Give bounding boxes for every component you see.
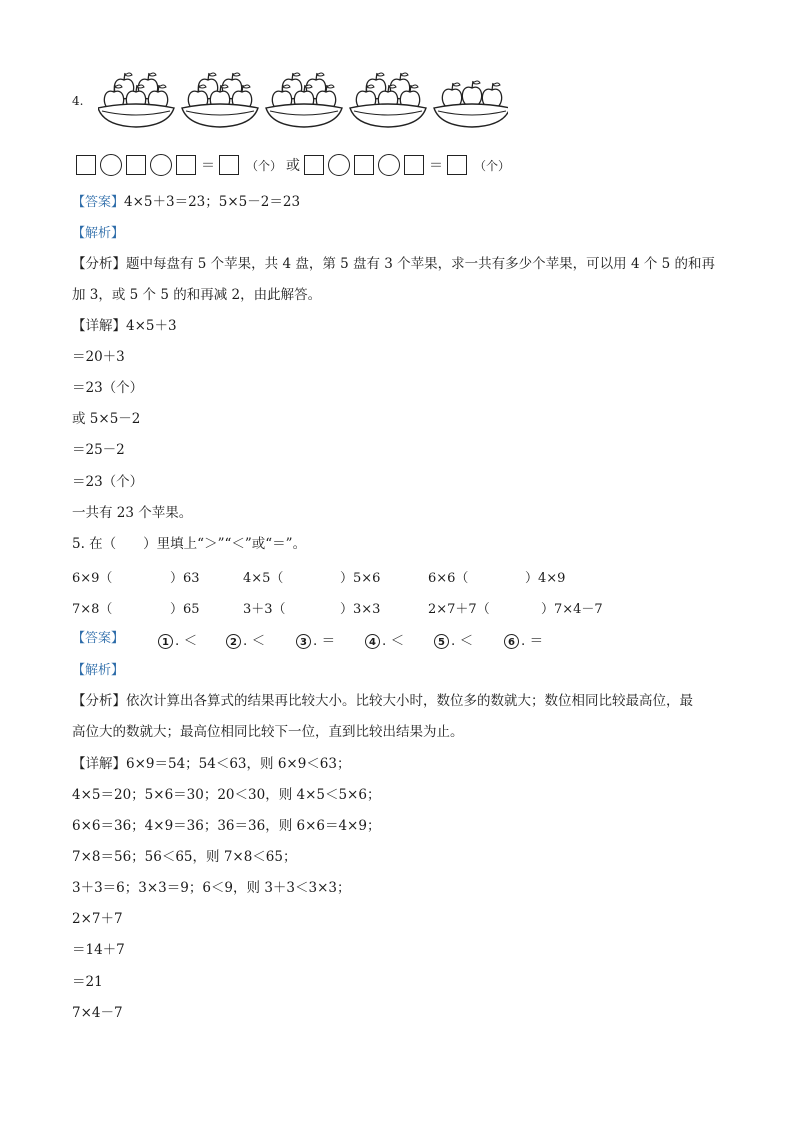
q5-item3-left: 6×6（ [428, 571, 469, 586]
q5-answer-4: 4 . ＜ [365, 629, 404, 649]
q5-answer-6: 6 . ＝ [504, 629, 543, 649]
q4-detail-line: ＝23（个） [72, 474, 144, 490]
q4-detail-line: ＝23（个） [72, 380, 144, 396]
q5-answer-2: 2 . ＜ [226, 629, 265, 649]
q4-detail-line: 一共有 23 个苹果。 [72, 505, 193, 521]
fenxi-text: 题中每盘有 5 个苹果，共 4 盘，第 5 盘有 3 个苹果，求一共有多少个苹果，可以用 4 个 5 的和再 [126, 256, 716, 272]
q5-detail-line: ＝21 [72, 974, 103, 990]
q5-item6-left: 2×7＋7（ [428, 602, 490, 617]
q5-question: 5. 在（ ）里填上“＞”“＜”或“＝”。 [72, 536, 307, 552]
blank-circle[interactable] [150, 154, 172, 176]
or-label: 或 [286, 158, 301, 174]
detail-label: 【详解】 [72, 756, 126, 772]
answer-symbol: ＜ [183, 633, 198, 649]
circled-number: 5 [434, 634, 449, 649]
q4-answer [72, 193, 300, 212]
q5-detail-line: 7×4－7 [72, 1005, 123, 1021]
analysis-label: 【解析】 [72, 226, 125, 241]
analysis-label: 【解析】 [72, 663, 125, 678]
blank-circle[interactable] [100, 154, 122, 176]
q5-item5-left: 3＋3（ [243, 602, 286, 617]
apple-plates-illustration [98, 70, 508, 132]
q4-detail-line: ＝20＋3 [72, 349, 125, 365]
equals-sign: ＝ [201, 158, 215, 174]
q5-fenxi-line1 [72, 692, 693, 710]
plate-icon [350, 104, 426, 127]
answer-symbol: ＜ [459, 633, 474, 649]
plate-icon [266, 104, 342, 127]
blank-square[interactable] [176, 155, 196, 175]
q5-item2-left: 4×5（ [243, 571, 284, 586]
q4-fenxi-line1 [72, 255, 715, 273]
answer-symbol: ＝ [529, 633, 544, 649]
answer-symbol: ＜ [251, 633, 266, 649]
answer-label: 【答案】 [72, 195, 125, 210]
apple-plate [182, 73, 258, 127]
circled-number: 4 [365, 634, 380, 649]
q5-item1-left: 6×9（ [72, 571, 113, 586]
plate-icon [98, 104, 174, 127]
plate-icon [182, 104, 258, 127]
answer-symbol: ＝ [321, 633, 336, 649]
unit-label: （个） [246, 158, 283, 173]
blank-square[interactable] [447, 155, 467, 175]
circled-number: 1 [158, 634, 173, 649]
equals-sign: ＝ [429, 158, 444, 174]
detail-label: 【详解】 [72, 318, 126, 334]
circled-number: 3 [296, 634, 311, 649]
answer-symbol: ＜ [390, 633, 405, 649]
q4-analysis-heading [72, 224, 124, 243]
apple-plate [266, 73, 342, 127]
blank-circle[interactable] [328, 154, 350, 176]
q5-answer-1: 1 . ＜ [158, 629, 197, 649]
q5-answer-3: 3 . ＝ [296, 629, 335, 649]
q4-fenxi-line2: 加 3，或 5 个 5 的和再减 2，由此解答。 [72, 287, 322, 303]
q5-detail-line: ＝14＋7 [72, 942, 125, 958]
blank-circle[interactable] [378, 154, 400, 176]
equation-blanks-row [76, 152, 513, 178]
q5-detail-line: 2×7＋7 [72, 911, 123, 927]
q5-item4-right: ）65 [170, 602, 200, 617]
answer-label: 【答案】 [72, 631, 125, 646]
apple-plate [350, 73, 426, 127]
q5-item2-right: ）5×6 [340, 571, 381, 586]
q4-detail-first [72, 317, 177, 335]
q5-analysis-heading [72, 661, 124, 680]
fenxi-text: 依次计算出各算式的结果再比较大小。比较大小时，数位多的数就大；数位相同比较最高位，最 [126, 693, 693, 709]
q5-fenxi-line2: 高位大的数就大；最高位相同比较下一位，直到比较出结果为止。 [72, 724, 464, 740]
q5-detail-line: 4×5＝20；5×6＝30；20＜30，则 4×5＜5×6； [72, 787, 381, 803]
q5-item3-right: ）4×9 [525, 571, 566, 586]
q5-item4-left: 7×8（ [72, 602, 113, 617]
apple-plate [434, 81, 508, 127]
q5-detail-line: 6×6＝36；4×9＝36；36＝36，则 6×6＝4×9； [72, 818, 381, 834]
unit-label: （个） [474, 158, 511, 173]
q4-detail-line: 或 5×5－2 [72, 411, 141, 427]
q5-detail-first [72, 755, 350, 773]
blank-square[interactable] [304, 155, 324, 175]
blank-square[interactable] [354, 155, 374, 175]
blank-square[interactable] [76, 155, 96, 175]
blank-square[interactable] [219, 155, 239, 175]
q5-answer-label [72, 629, 124, 648]
q5-detail-line: 3＋3＝6；3×3＝9；6＜9，则 3＋3＜3×3； [72, 880, 351, 896]
q5-answer-5: 5 . ＜ [434, 629, 473, 649]
q5-detail-line: 7×8＝56；56＜65，则 7×8＜65； [72, 849, 297, 865]
apple-icon [462, 81, 481, 107]
q5-item5-right: ）3×3 [340, 602, 381, 617]
answer-text: 4×5＋3＝23；5×5－2＝23 [124, 194, 301, 210]
detail-text: 6×9＝54；54＜63，则 6×9＜63； [126, 756, 351, 772]
blank-square[interactable] [404, 155, 424, 175]
plate-icon [434, 104, 508, 127]
q4-detail-line: ＝25－2 [72, 442, 125, 458]
detail-text: 4×5＋3 [126, 318, 177, 334]
fenxi-label: 【分析】 [72, 693, 126, 709]
fenxi-label: 【分析】 [72, 256, 126, 272]
q5-item1-right: ）63 [170, 571, 200, 586]
q5-item6-right: ）7×4－7 [541, 602, 603, 617]
apple-plate [98, 73, 174, 127]
question-4-number: 4. [72, 94, 84, 108]
circled-number: 6 [504, 634, 519, 649]
circled-number: 2 [226, 634, 241, 649]
blank-square[interactable] [126, 155, 146, 175]
